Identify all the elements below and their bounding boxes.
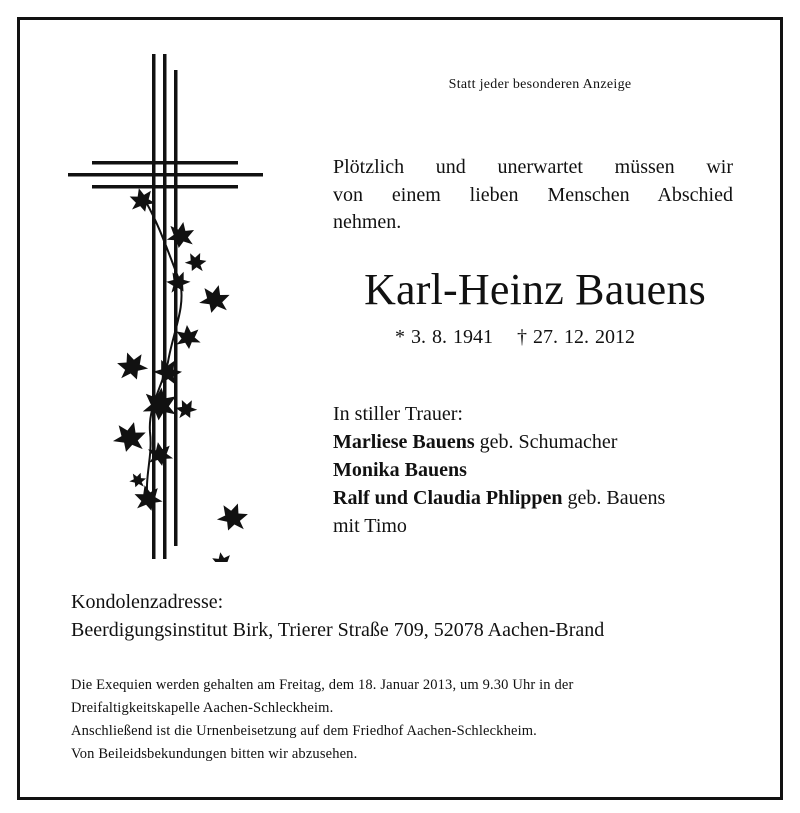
mourner-name: Monika Bauens	[333, 459, 467, 481]
mourner-name: Ralf und Claudia Phlippen	[333, 487, 563, 509]
death-date: † 27. 12. 2012	[517, 326, 635, 348]
cross-with-ivy-icon	[68, 52, 268, 562]
mourner-line	[333, 428, 665, 456]
mourner-suffix: geb. Schumacher	[474, 431, 618, 453]
footer-line: Von Beileidsbekundungen bitten wir abzusehen.	[71, 746, 358, 762]
mourner-name: Marliese Bauens	[333, 431, 475, 453]
mourning-heading: In stiller Trauer:	[333, 403, 463, 425]
life-dates	[395, 326, 635, 349]
footer-line: Dreifaltigkeitskapelle Aachen-Schleckheim.	[71, 700, 334, 716]
mourner-line	[333, 456, 665, 484]
intro-line: nehmen.	[333, 211, 402, 233]
intro-line: Plötzlich und unerwartet müssen wir	[333, 156, 733, 178]
footer-notes	[71, 674, 573, 766]
header-note: Statt jeder besonderen Anzeige	[448, 77, 632, 92]
deceased-name: Karl-Heinz Bauens	[364, 265, 706, 314]
mourners-block	[333, 400, 665, 540]
mourner-line	[333, 484, 665, 512]
intro-text	[333, 154, 733, 237]
birth-date: * 3. 8. 1941	[395, 326, 493, 348]
condolence-block	[71, 588, 604, 644]
footer-line: Anschließend ist die Urnenbeisetzung auf dem Friedhof Aachen-Schleckheim.	[71, 723, 537, 739]
obituary-notice	[17, 17, 783, 800]
intro-line: von einem lieben Menschen Abschied	[333, 183, 733, 206]
mourner-suffix: geb. Bauens	[562, 487, 666, 509]
condolence-address: Beerdigungsinstitut Birk, Trierer Straße 709, 52078 Aachen-Brand	[71, 619, 605, 641]
condolence-label: Kondolenzadresse:	[71, 591, 224, 613]
footer-line: Die Exequien werden gehalten am Freitag, dem 18. Januar 2013, um 9.30 Uhr in der	[71, 677, 574, 693]
mourner-extra: mit Timo	[333, 515, 407, 537]
